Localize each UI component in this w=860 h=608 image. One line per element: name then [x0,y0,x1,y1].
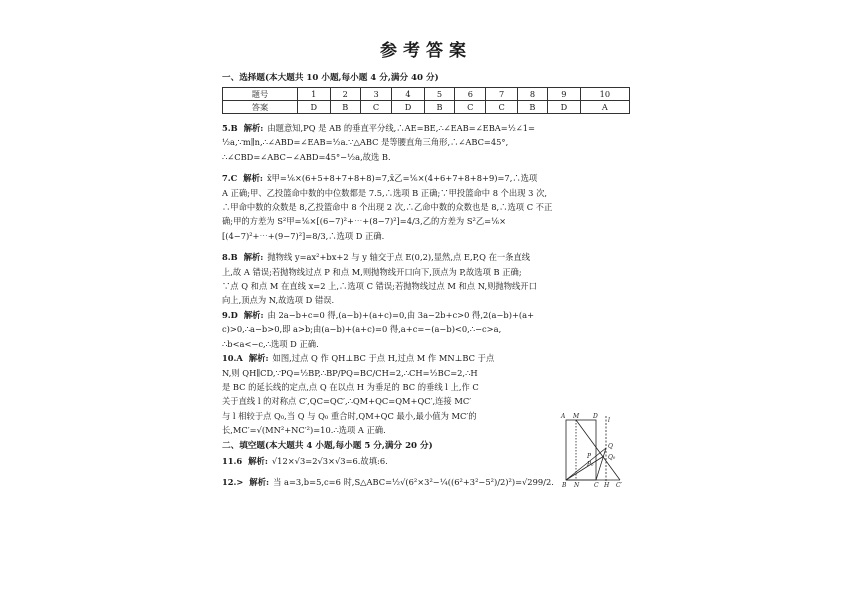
q9-line-3: ∴b<a<−c,∴选项 D 正确. [222,338,319,349]
q7-line-5: [(4−7)²+⋯+(9−7)²]=8/3,∴选项 D 正确. [222,230,385,241]
line-mc [576,420,620,480]
table-cell: C [486,101,517,114]
label-n: N [574,482,580,488]
q9-line-1 [222,309,630,321]
q11-text: √12×√3=2√3×√3=6.故填:6. [271,455,388,466]
q7-text: x̄甲=⅙×(6+5+8+7+8+8)=7,x̄乙=⅙×(4+6+7+8+8+9)=7,∴选项 [266,173,538,184]
geometry-diagram [560,412,626,488]
line-cq [596,448,606,480]
label-p: P [587,453,592,460]
q8-line-3: ∵点 Q 和点 M 在直线 x=2 上,∴选项 C 错误;若抛物线过点 M 和点 N,则抛物线开口 [222,281,537,292]
q12-number: 12.> [222,476,244,487]
label-p0: P₀ [587,461,594,468]
answer-table [222,87,630,114]
q9-line-2: c)>0,∴a−b>0,即 a>b;由(a−b)+(a+c)=0 得,a+c=−(a−b)<0,∴−c>a, [222,324,502,335]
label-q: Q [608,443,613,450]
q7-line-2: A 正确;甲、乙投篮命中数的中位数都是 7.5,∴选项 B 正确;∵甲投篮命中 8 个出现 3 次, [222,187,548,198]
line-bq [566,448,606,480]
label-q0: Q₀ [608,454,616,461]
q10-number: 10.A [222,353,243,364]
jiexi-label: 解析: [249,476,270,487]
q8-text: 抛物线 y=ax²+bx+2 与 y 轴交于点 E(0,2),显然,点 E,P,Q 在一条直线 [267,252,531,263]
q12-text: 当 a=3,b=5,c=6 时,S△ABC=½√(6²×3²−¼((6²+3²−5²)/2)²)=√299/2. [273,476,554,487]
q9-number: 9.D [222,309,238,320]
table-cell: 9 [548,88,581,101]
label-h: H [604,482,610,488]
q10-line-4: 关于直线 l 的对称点 C′,QC=QC′,∴QM+QC=QM+QC′,连接 MC′ [222,396,472,407]
q8-number: 8.B [222,252,238,263]
table-cell: 10 [580,88,629,101]
q5-line-3: ∴∠CBD=∠ABC−∠ABD=45°−½a,故选 B. [222,151,391,162]
label-l: l [608,417,610,424]
jiexi-label: 解析: [243,309,264,320]
jiexi-label: 解析: [243,252,264,263]
jiexi-label: 解析: [243,123,264,133]
q5-number: 5.B [222,123,238,133]
table-cell: C [455,101,486,114]
q7-number: 7.C [222,173,238,184]
q10-line-1 [222,352,558,364]
q10-text: 如图,过点 Q 作 QH⊥BC 于点 H,过点 M 作 MN⊥BC 于点 [272,353,495,364]
q7-line-3: ∴甲命中数的众数是 8,乙投篮命中 8 个出现 2 次,∴乙命中数的众数也是 8,∴选项 C 不正 [222,202,553,213]
q10-line-5: 与 l 相较于点 Q₀,当 Q 与 Q₀ 重合时,QM+QC 最小,最小值为 MC′的 [222,410,477,421]
jiexi-label: 解析: [243,173,263,184]
page-title: 参考答案 [380,41,472,61]
table-cell: C [360,101,391,114]
table-cell: 答案 [223,101,298,114]
label-a: A [561,413,566,420]
jiexi-label: 解析: [248,353,269,364]
table-cell: B [517,101,547,114]
q5-text: 由题意知,PQ 是 AB 的垂直平分线,∴AE=BE,∴∠EAB=∠EBA=½∠1= [267,123,535,133]
table-cell: B [424,101,454,114]
table-cell: 1 [297,88,330,101]
section-heading-choice: 一、选择题(本大题共 10 小题,每小题 4 分,满分 40 分) [222,73,439,83]
table-answer-row [223,101,630,114]
table-cell: D [392,101,425,114]
q8-line-4: 向上,顶点为 N,故选项 D 错误. [222,295,335,306]
table-cell: 3 [360,88,391,101]
table-cell: 2 [330,88,360,101]
table-cell: D [297,101,330,114]
q8-line-2: 上,故 A 错误;若抛物线过点 P 和点 M,则抛物线开口向下,顶点为 P,故选项 B 正确; [222,266,522,277]
label-d: D [593,413,598,420]
table-cell: 4 [392,88,425,101]
q10-line-6: 长,MC′=√(MN²+NC′²)=10.∴选项 A 正确. [222,425,386,436]
table-header-row [223,88,630,101]
q10-line-3: 是 BC 的延长线的定点,点 Q 在以点 H 为垂足的 BC 的垂线 l 上,作 C [222,381,479,392]
table-cell: D [548,101,581,114]
table-cell: 7 [486,88,517,101]
table-cell: A [580,101,629,114]
label-b: B [562,482,567,488]
q7-line-1 [222,172,630,184]
q7-line-4: 确;甲的方差为 S²甲=⅙×[(6−7)²+⋯+(8−7)²]=4/3,乙的方差为 S²乙=⅙× [222,216,507,227]
q8-line-1 [222,251,630,263]
label-m: M [573,413,580,420]
label-c: C [594,482,599,488]
q5-line-1 [222,122,630,134]
table-cell: 6 [455,88,486,101]
table-cell: 题号 [223,88,298,101]
table-cell: B [330,101,360,114]
table-cell: 8 [517,88,547,101]
label-c-prime: C′ [616,482,622,488]
section-heading-fill: 二、填空题(本大题共 4 小题,每小题 5 分,满分 20 分) [222,440,433,451]
q5-line-2: ½a,∵m∥n,∴∠ABD=∠EAB=½a.∵△ABC 是等腰直角三角形,∴∠ABC=45°, [222,137,509,148]
table-cell: 5 [424,88,454,101]
line-bq0 [566,456,604,480]
square-outline [566,420,596,480]
q11-number: 11.6 [222,455,243,466]
q9-text: 由 2a−b+c=0 得,(a−b)+(a+c)=0,由 3a−2b+c>0 得,2(a−b)+(a+ [267,309,535,320]
jiexi-label: 解析: [248,455,268,466]
q10-figure [560,412,626,488]
q10-line-2: N,则 QH∥CD,∵PQ=½BP,∴BP/PQ=BC/CH=2,∴CH=½BC=2,∴H [222,367,478,378]
